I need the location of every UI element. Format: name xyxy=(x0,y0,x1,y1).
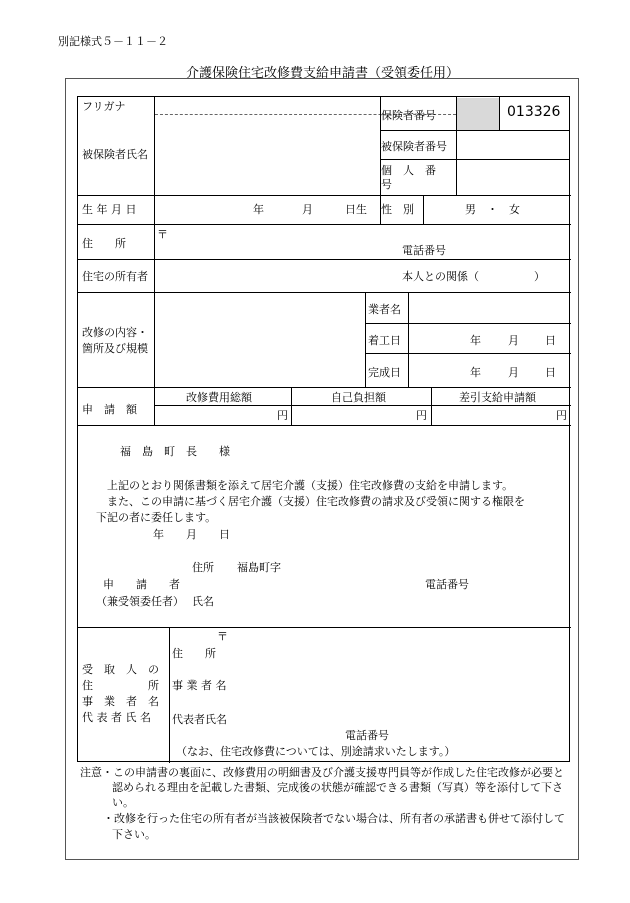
applicant-phone-label: 電話番号 xyxy=(425,578,469,591)
amount-label: 申 請 額 xyxy=(82,403,137,416)
start-day-unit: 日 xyxy=(545,334,556,347)
furigana-label: フリガナ xyxy=(82,100,126,113)
renovation-content-label-2: 箇所及び規模 xyxy=(82,342,148,355)
line xyxy=(291,387,292,425)
personal-number-label-2: 号 xyxy=(381,178,392,191)
start-date-label: 着工日 xyxy=(368,334,401,347)
line xyxy=(78,224,571,225)
recipient-label-2: 住 所 xyxy=(82,679,159,692)
phone-label: 電話番号 xyxy=(402,244,446,257)
line xyxy=(408,292,409,387)
recipient-label-3: 事 業 者 名 xyxy=(82,695,159,708)
recipient-address-label: 住 所 xyxy=(172,647,216,660)
note-1c: い。 xyxy=(112,796,134,809)
request-line-1: 上記のとおり関係書類を添えて居宅介護（支援）住宅改修費の支給を申請します。 xyxy=(107,479,514,492)
relation-label: 本人との関係（ ） xyxy=(402,270,545,283)
sex-options: 男 ・ 女 xyxy=(465,203,520,216)
start-month-unit: 月 xyxy=(508,334,519,347)
line xyxy=(78,425,571,426)
claim-amount-header: 差引支給申請額 xyxy=(459,391,536,404)
line xyxy=(380,159,570,160)
address-label: 住 所 xyxy=(82,237,126,250)
note-2a: ・改修を行った住宅の所有者が当該被保険者でない場合は、所有者の承諾書も併せて添付して xyxy=(103,812,565,825)
form-code: 別記様式５－１１－２ xyxy=(58,35,168,48)
applicant-label: 申 請 者 xyxy=(103,578,180,591)
total-cost-header: 改修費用総額 xyxy=(186,391,252,404)
applicant-address-value: 福島町字 xyxy=(237,561,281,574)
yen-unit-2: 円 xyxy=(416,409,427,422)
owner-label: 住宅の所有者 xyxy=(82,270,148,283)
line xyxy=(78,387,571,388)
insurer-number-label: 保険者番号 xyxy=(381,109,436,122)
addressee: 福 島 町 長 様 xyxy=(120,445,230,458)
insured-number-label: 被保険者番号 xyxy=(381,140,447,153)
sex-label: 性 別 xyxy=(381,203,414,216)
birth-year-unit: 年 xyxy=(253,203,264,216)
recipient-label-4: 代 表 者 氏 名 xyxy=(82,711,151,724)
line xyxy=(380,130,570,131)
shaded-cell xyxy=(457,98,499,130)
request-date: 年 月 日 xyxy=(153,528,230,541)
note-1b: 認められる理由を記載した書類、完成後の状態が確認できる書類（写真）等を添付して下さ xyxy=(112,781,563,794)
request-line-2: また、この申請に基づく居宅介護（支援）住宅改修費の請求及び受領に関する権限を xyxy=(107,495,525,508)
birth-label: 生 年 月 日 xyxy=(82,203,137,216)
recipient-rep-label: 代表者氏名 xyxy=(172,713,227,726)
end-date-label: 完成日 xyxy=(368,366,401,379)
applicant-address-label: 住所 xyxy=(192,561,214,574)
self-pay-header: 自己負担額 xyxy=(331,391,386,404)
recipient-phone-label: 電話番号 xyxy=(345,729,389,742)
birth-day-unit: 日生 xyxy=(345,203,367,216)
end-day-unit: 日 xyxy=(545,366,556,379)
recipient-business-label: 事 業 者 名 xyxy=(172,679,227,692)
line xyxy=(169,627,170,763)
yen-unit-1: 円 xyxy=(277,409,288,422)
line xyxy=(499,97,500,130)
line xyxy=(365,323,571,324)
line xyxy=(365,353,571,354)
line xyxy=(423,195,424,224)
line xyxy=(78,195,571,196)
page-title: 介護保険住宅改修費支給申請書（受領委任用） xyxy=(186,66,460,81)
yen-unit-3: 円 xyxy=(556,409,567,422)
line xyxy=(155,405,571,406)
start-year-unit: 年 xyxy=(470,334,481,347)
note-2b: 下さい。 xyxy=(112,828,156,841)
personal-number-label: 個 人 番 xyxy=(381,164,436,177)
contractor-label: 業者名 xyxy=(368,303,401,316)
birth-month-unit: 月 xyxy=(302,203,313,216)
recipient-label-1: 受 取 人 の xyxy=(82,663,159,676)
line xyxy=(431,387,432,425)
renovation-content-label: 改修の内容・ xyxy=(82,326,148,339)
line xyxy=(456,130,457,195)
recipient-note: （なお、住宅改修費については、別途請求いたします。） xyxy=(176,745,456,758)
line xyxy=(78,627,571,628)
applicant-name-label: 氏名 xyxy=(192,595,214,608)
line xyxy=(78,292,571,293)
end-year-unit: 年 xyxy=(470,366,481,379)
request-line-3: 下記の者に委任します。 xyxy=(96,511,217,524)
note-1a: 注意・この申請書の裏面に、改修費用の明細書及び介護支援専門員等が作成した住宅改修が必要と xyxy=(80,766,564,779)
line xyxy=(78,259,571,260)
line xyxy=(154,97,155,425)
postal-mark: 〒 xyxy=(157,228,168,241)
insurer-number-value: 013326 xyxy=(507,104,561,120)
end-month-unit: 月 xyxy=(508,366,519,379)
line xyxy=(365,292,366,387)
insured-name-label: 被保険者氏名 xyxy=(82,148,148,161)
proxy-label: （兼受領委任者） xyxy=(96,595,184,608)
recipient-postal-mark: 〒 xyxy=(217,630,228,643)
